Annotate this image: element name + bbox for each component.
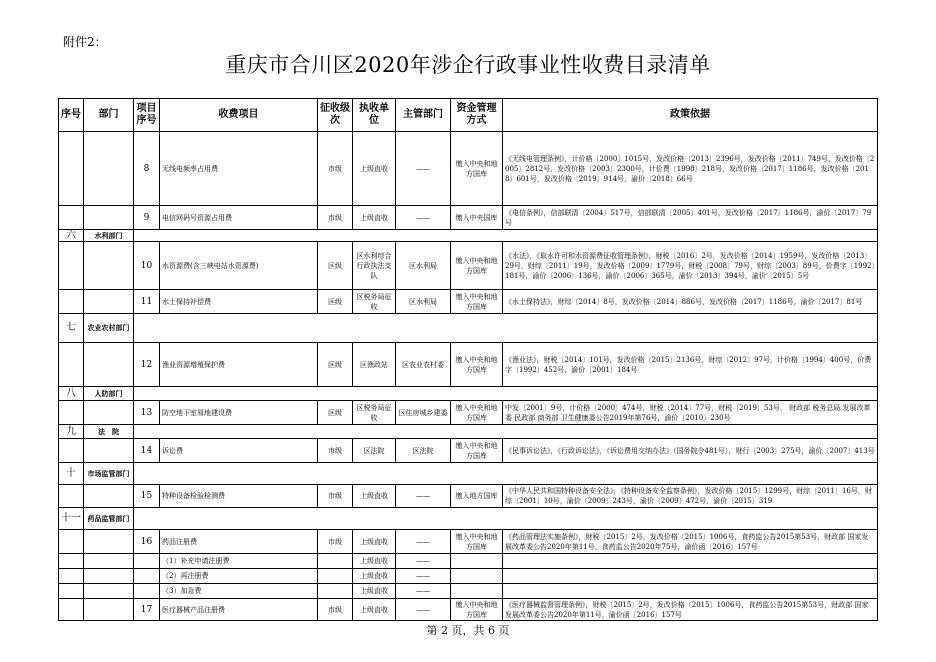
header-cell: 政策依据 bbox=[503, 99, 878, 132]
section-blank bbox=[134, 314, 878, 343]
header-cell: 资金管理方式 bbox=[451, 99, 503, 132]
section-number-cell bbox=[59, 242, 84, 290]
collecting-unit: 区法院 bbox=[353, 439, 396, 463]
header-cell: 执收单位 bbox=[353, 99, 396, 132]
section-number-cell bbox=[59, 290, 84, 314]
policy-basis: 《电信条例》，信部联清〔2004〕517号，信部联清〔2005〕401号，发改价格〔2017〕1186号，渝价〔2017〕79号 bbox=[503, 206, 878, 230]
section-row bbox=[59, 425, 878, 439]
collection-level: 区级 bbox=[318, 242, 353, 290]
fee-table bbox=[58, 98, 878, 621]
policy-basis: 《无线电管理条例》，计价格〔2000〕1015号，发改价格〔2013〕2396号，发改价格〔2011〕749号，发改价格〔2005〕2812号，发改价格〔2003〕2300号，计价费〔1998〕218号，发改价格〔2017〕1186号，发改价格〔2018〕601号，发改价格〔2019〕914号，渝价〔2018〕66号 bbox=[503, 132, 878, 206]
fund-management bbox=[451, 569, 503, 584]
collecting-unit: 区税务局征收 bbox=[353, 290, 396, 314]
collecting-unit: 上级直收 bbox=[353, 485, 396, 508]
department-cell bbox=[84, 584, 134, 599]
item-number: 16 bbox=[134, 530, 160, 554]
department-cell bbox=[84, 569, 134, 584]
policy-basis: 《民事诉讼法》，《行政诉讼法》，《诉讼费用交纳办法》（国务院令481号），财行〔2003〕275号，渝价〔2007〕413号 bbox=[503, 439, 878, 463]
section-number: 八 bbox=[59, 387, 84, 401]
fee-item-name: 药品注册费 bbox=[160, 530, 318, 554]
fund-management: 缴入中央和地方国库 bbox=[451, 242, 503, 290]
section-blank bbox=[134, 463, 878, 485]
fee-item-name: 医疗器械产品注册费 bbox=[160, 599, 318, 621]
item-number bbox=[134, 554, 160, 569]
section-row bbox=[59, 508, 878, 530]
fee-item-row bbox=[59, 206, 878, 230]
policy-basis bbox=[503, 569, 878, 584]
collecting-unit: 区水利综合行政执法支队 bbox=[353, 242, 396, 290]
department-cell bbox=[84, 343, 134, 387]
collection-level: 区级 bbox=[318, 343, 353, 387]
supervising-department: —— bbox=[396, 569, 451, 584]
supervising-department: —— bbox=[396, 132, 451, 206]
fee-item-row bbox=[59, 401, 878, 425]
section-department: 人防部门 bbox=[84, 387, 134, 401]
policy-basis: 《中华人民共和国特种设备安全法》，《特种设备安全监察条例》，发改价格〔2015〕1299号，财综〔2011〕16号，财综〔2001〕10号，渝价〔2009〕243号，渝价〔2009〕472号，渝价〔2015〕319 bbox=[503, 485, 878, 508]
section-number-cell bbox=[59, 439, 84, 463]
collection-level bbox=[318, 554, 353, 569]
collecting-unit: 上级直收 bbox=[353, 599, 396, 621]
page-footer: 第 2 页，共 6 页 bbox=[426, 624, 510, 637]
fee-table-body bbox=[59, 132, 878, 621]
collecting-unit: 上级直收 bbox=[353, 554, 396, 569]
section-number-cell bbox=[59, 599, 84, 621]
supervising-department: —— bbox=[396, 584, 451, 599]
fund-management: 缴入中央和地方国库 bbox=[451, 343, 503, 387]
supervising-department: 区水利局 bbox=[396, 242, 451, 290]
fee-item-row bbox=[59, 530, 878, 554]
fund-management: 缴入中央和地方国库 bbox=[451, 401, 503, 425]
collecting-unit: 区税务局征收 bbox=[353, 401, 396, 425]
section-number-cell bbox=[59, 554, 84, 569]
section-number-cell bbox=[59, 584, 84, 599]
section-blank bbox=[134, 425, 878, 439]
item-number: 11 bbox=[134, 290, 160, 314]
section-row bbox=[59, 463, 878, 485]
fund-management: 缴入中央和地方国库 bbox=[451, 599, 503, 621]
supervising-department: —— bbox=[396, 554, 451, 569]
collection-level: 市级 bbox=[318, 206, 353, 230]
fund-management: 缴入中央和地方国库 bbox=[451, 290, 503, 314]
section-number: 九 bbox=[59, 425, 84, 439]
fee-item-name: 水土保持补偿费 bbox=[160, 290, 318, 314]
fee-item-row bbox=[59, 290, 878, 314]
section-department: 法 院 bbox=[84, 425, 134, 439]
fee-item-row bbox=[59, 343, 878, 387]
section-department: 药品监管部门 bbox=[84, 508, 134, 530]
department-cell bbox=[84, 401, 134, 425]
item-number: 8 bbox=[134, 132, 160, 206]
department-cell bbox=[84, 206, 134, 230]
item-number: 14 bbox=[134, 439, 160, 463]
fee-item-name: （3）加急费 bbox=[160, 584, 318, 599]
collecting-unit: 上级直收 bbox=[353, 530, 396, 554]
fund-management bbox=[451, 584, 503, 599]
header-row bbox=[59, 99, 878, 132]
sub-item-row bbox=[59, 584, 878, 599]
fee-item-row bbox=[59, 599, 878, 621]
attachment-label: 附件2： bbox=[63, 35, 107, 49]
fund-management: 缴入中央国库 bbox=[451, 206, 503, 230]
department-cell bbox=[84, 132, 134, 206]
section-number-cell bbox=[59, 530, 84, 554]
section-blank bbox=[134, 508, 878, 530]
item-number: 17 bbox=[134, 599, 160, 621]
section-blank bbox=[134, 230, 878, 242]
fund-management: 缴入中央和地方国库 bbox=[451, 439, 503, 463]
fee-item-name: 电信网码号资源占用费 bbox=[160, 206, 318, 230]
policy-basis: 《药品管理法实施条例》，财税〔2015〕2号，发改价格〔2015〕1006号，食药监公告2015第53号，财政部 国家发展改革委公告2020年第11号，食药监公告2020年75号，渝价函〔2016〕157号 bbox=[503, 530, 878, 554]
supervising-department: —— bbox=[396, 530, 451, 554]
section-number-cell bbox=[59, 343, 84, 387]
fee-item-name: （2）再注册费 bbox=[160, 569, 318, 584]
collecting-unit: 上级直收 bbox=[353, 132, 396, 206]
fee-item-name: 渔业资源增殖保护费 bbox=[160, 343, 318, 387]
item-number: 9 bbox=[134, 206, 160, 230]
section-number-cell bbox=[59, 132, 84, 206]
section-department: 农业农村部门 bbox=[84, 314, 134, 343]
sub-item-row bbox=[59, 554, 878, 569]
collection-level: 市级 bbox=[318, 485, 353, 508]
fund-management: 缴入中央和地方国库 bbox=[451, 132, 503, 206]
header-cell: 部门 bbox=[84, 99, 134, 132]
section-number: 十一 bbox=[59, 508, 84, 530]
policy-basis: 《水土保持法》，财综〔2014〕8号，发改价格〔2014〕886号，发改价格〔2017〕1186号，渝价〔2017〕81号 bbox=[503, 290, 878, 314]
document-title: 重庆市合川区2020年涉企行政事业性收费目录清单 bbox=[225, 53, 711, 77]
section-department: 水利部门 bbox=[84, 230, 134, 242]
department-cell bbox=[84, 530, 134, 554]
section-department: 市场监管部门 bbox=[84, 463, 134, 485]
fee-item-row bbox=[59, 242, 878, 290]
fund-management: 缴入中央和地方国库 bbox=[451, 530, 503, 554]
item-number: 15 bbox=[134, 485, 160, 508]
supervising-department: 区农业农村委 bbox=[396, 343, 451, 387]
section-number-cell bbox=[59, 485, 84, 508]
section-number-cell bbox=[59, 569, 84, 584]
collecting-unit: 上级直收 bbox=[353, 206, 396, 230]
collection-level bbox=[318, 569, 353, 584]
header-cell: 序号 bbox=[59, 99, 84, 132]
header-cell: 项目序号 bbox=[134, 99, 160, 132]
section-number-cell bbox=[59, 206, 84, 230]
supervising-department: —— bbox=[396, 206, 451, 230]
supervising-department: 区水利局 bbox=[396, 290, 451, 314]
policy-basis bbox=[503, 584, 878, 599]
section-number: 六 bbox=[59, 230, 84, 242]
collecting-unit: 区渔政站 bbox=[353, 343, 396, 387]
department-cell bbox=[84, 485, 134, 508]
collection-level: 市级 bbox=[318, 530, 353, 554]
section-blank bbox=[134, 387, 878, 401]
fee-item-name: 特种设备检验检测费 bbox=[160, 485, 318, 508]
sub-item-row bbox=[59, 569, 878, 584]
supervising-department: —— bbox=[396, 599, 451, 621]
department-cell bbox=[84, 290, 134, 314]
policy-basis bbox=[503, 554, 878, 569]
item-number: 10 bbox=[134, 242, 160, 290]
fee-item-name: 水资源费(含三峡电站水资源费) bbox=[160, 242, 318, 290]
section-row bbox=[59, 387, 878, 401]
section-row bbox=[59, 314, 878, 343]
section-number-cell bbox=[59, 401, 84, 425]
policy-basis: 《水法》，《取水许可和水资源费征收管理条例》，财税〔2016〕2号，发改价格〔2014〕1959号，发改价格〔2013〕29号，财综〔2011〕19号，发改价格〔2009〕1779号，财税〔2008〕79号，财综〔2003〕89号，价费字〔1992〕181号，渝价〔2006〕136号，渝价〔2006〕365号，渝价〔2013〕394号，渝价〔2015〕5号 bbox=[503, 242, 878, 290]
collection-level: 区级 bbox=[318, 401, 353, 425]
policy-basis: 中发〔2001〕9号，计价格〔2000〕474号，财税〔2014〕77号，财税〔2019〕53号， 财政部 税务总局 发展改革委 民政部 商务部 卫生健康委公告2019年第76号，渝价〔2010〕230号 bbox=[503, 401, 878, 425]
collection-level bbox=[318, 584, 353, 599]
department-cell bbox=[84, 242, 134, 290]
policy-basis: 《渔业法》，财税〔2014〕101号，发改价格〔2015〕2136号，财综〔2012〕97号，计价格〔1994〕400号，价费字〔1992〕452号、渝价〔2001〕184号 bbox=[503, 343, 878, 387]
section-number: 七 bbox=[59, 314, 84, 343]
collecting-unit: 上级直收 bbox=[353, 569, 396, 584]
fee-item-row bbox=[59, 132, 878, 206]
department-cell bbox=[84, 599, 134, 621]
section-number: 十 bbox=[59, 463, 84, 485]
collecting-unit: 上级直收 bbox=[353, 584, 396, 599]
supervising-department: 区法院 bbox=[396, 439, 451, 463]
header-cell: 收费项目 bbox=[160, 99, 318, 132]
item-number bbox=[134, 569, 160, 584]
fee-item-row bbox=[59, 439, 878, 463]
fund-management: 缴入地方国库 bbox=[451, 485, 503, 508]
supervising-department: 区住房城乡建委 bbox=[396, 401, 451, 425]
department-cell bbox=[84, 439, 134, 463]
fee-item-row bbox=[59, 485, 878, 508]
department-cell bbox=[84, 554, 134, 569]
header-cell: 征收级次 bbox=[318, 99, 353, 132]
fee-item-name: （1）补充申请注册费 bbox=[160, 554, 318, 569]
section-row bbox=[59, 230, 878, 242]
item-number: 13 bbox=[134, 401, 160, 425]
fee-item-name: 无线电频率占用费 bbox=[160, 132, 318, 206]
collection-level: 市级 bbox=[318, 132, 353, 206]
item-number bbox=[134, 584, 160, 599]
header-cell: 主管部门 bbox=[396, 99, 451, 132]
collection-level: 区级 bbox=[318, 290, 353, 314]
collection-level: 市级 bbox=[318, 599, 353, 621]
supervising-department: —— bbox=[396, 485, 451, 508]
fee-item-name: 防空地下室易地建设费 bbox=[160, 401, 318, 425]
item-number: 12 bbox=[134, 343, 160, 387]
policy-basis: 《医疗器械监督管理条例》，财税〔2015〕2号，发改价格〔2015〕1006号，食药监公告2015第53号，财政部 国家发展改革委公告2020年第11号，渝价函〔2016〕157号 bbox=[503, 599, 878, 621]
fund-management bbox=[451, 554, 503, 569]
collection-level: 市级 bbox=[318, 439, 353, 463]
fee-item-name: 诉讼费 bbox=[160, 439, 318, 463]
